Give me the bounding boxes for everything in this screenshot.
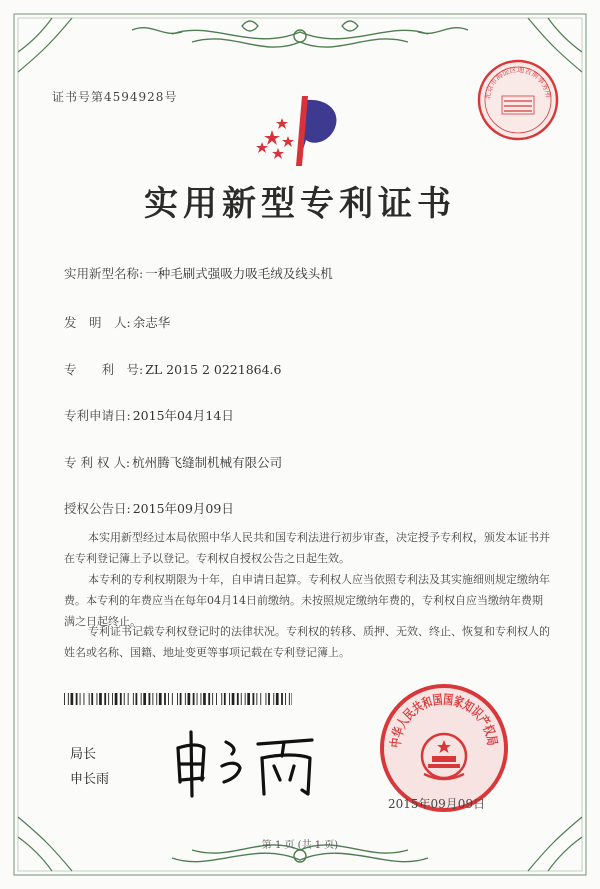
cnipa-logo-icon xyxy=(250,90,350,170)
paragraph-legal-status: 专利证书记载专利权登记时的法律状况。专利权的转移、质押、无效、终止、恢复和专利权人的姓名或名称、国籍、地址变更等事项记载在专利登记簿上。 xyxy=(64,625,550,659)
barcode-bar xyxy=(99,693,102,705)
barcode-bar xyxy=(281,693,283,705)
barcode-bar xyxy=(177,693,178,705)
barcode-bar xyxy=(141,693,142,705)
field-utility-model-name xyxy=(64,264,333,282)
barcode-bar xyxy=(229,693,230,705)
barcode-bar xyxy=(120,693,122,705)
field-label: 发 明 人: xyxy=(64,315,131,330)
barcode-bar xyxy=(268,693,270,705)
barcode-bar xyxy=(203,693,206,705)
barcode-bar xyxy=(159,693,162,705)
barcode-bar xyxy=(266,693,267,705)
barcode-bar xyxy=(168,693,169,705)
barcode-bar xyxy=(201,693,202,705)
barcode-bar xyxy=(245,693,246,705)
barcode-bar xyxy=(91,693,93,705)
barcode-bar xyxy=(149,693,151,705)
page-footer: 第 1 页 (共 1 页) xyxy=(261,840,339,851)
field-label: 专 利 权 人: xyxy=(64,455,131,470)
seal-arc-text: 中华人民共和国国家知识产权局 xyxy=(388,692,500,750)
barcode-bar xyxy=(273,693,274,705)
field-value: 余志华 xyxy=(132,315,171,330)
certificate-title: 实用新型专利证书 xyxy=(144,184,456,224)
field-value: 2015年04月14日 xyxy=(132,408,234,423)
barcode-bar xyxy=(172,693,173,705)
barcode-bar xyxy=(241,693,242,705)
barcode-bar xyxy=(216,693,217,705)
barcode-bar xyxy=(71,693,74,705)
barcode-bar xyxy=(89,693,90,705)
barcode-bar xyxy=(289,693,290,705)
field-value: ZL 2015 2 0221864.6 xyxy=(145,362,282,377)
barcode-bar xyxy=(143,693,146,705)
field-value: 杭州腾飞缝制机械有限公司 xyxy=(132,455,283,470)
barcode-bar xyxy=(260,693,261,705)
barcode-bar xyxy=(108,693,109,705)
barcode-bar xyxy=(285,693,286,705)
barcode-bar xyxy=(156,693,157,705)
barcode-bar xyxy=(292,693,293,705)
barcode-bar xyxy=(188,693,191,705)
barcode-bar xyxy=(80,693,81,705)
agency-seal-text: 北京市海淀区迪吉斯事务所 xyxy=(483,65,553,101)
barcode-icon xyxy=(64,693,292,705)
barcode-bar xyxy=(128,693,129,705)
barcode-bar xyxy=(212,693,213,705)
paragraph-grant-decision: 本实用新型经过本局依照中华人民共和国专利法进行初步审查，决定授予专利权，颁发本证书并在专利登记簿上予以登记。专利权自授权公告之日起生效。 xyxy=(64,531,550,565)
barcode-bar xyxy=(256,693,257,705)
field-value: 一种毛刷式强吸力吸毛绒及线头机 xyxy=(145,266,333,281)
barcode-bar xyxy=(224,693,226,705)
barcode-bar xyxy=(221,693,222,705)
barcode-bar xyxy=(193,693,195,705)
director-name: 申长雨 xyxy=(70,772,110,787)
barcode-bar xyxy=(64,693,65,705)
barcode-bar xyxy=(152,693,153,705)
field-application-date xyxy=(64,406,234,424)
field-inventor xyxy=(64,313,170,331)
barcode-bar xyxy=(124,693,125,705)
barcode-bar xyxy=(276,693,279,705)
barcode-bar xyxy=(164,693,166,705)
barcode-bar xyxy=(247,693,250,705)
field-patent-number xyxy=(64,360,282,378)
field-grant-date xyxy=(64,499,234,517)
certificate-number: 证书号第4594928号 xyxy=(52,90,178,104)
barcode-bar xyxy=(237,693,239,705)
field-label: 授权公告日: xyxy=(64,501,131,516)
agency-seal-icon xyxy=(476,58,560,142)
barcode-bar xyxy=(197,693,198,705)
field-label: 实用新型名称: xyxy=(64,266,144,281)
barcode-bar xyxy=(185,693,186,705)
barcode-bar xyxy=(136,693,138,705)
barcode-bar xyxy=(68,693,69,705)
director-signature-icon xyxy=(170,720,320,800)
barcode-bar xyxy=(115,693,118,705)
barcode-bar xyxy=(97,693,98,705)
barcode-bar xyxy=(208,693,210,705)
paragraph-term-and-fees: 本专利的专利权期限为十年，自申请日起算。专利权人应当依照专利法及其实施细则规定缴纳年费。本专利的年费应当在每年04月14日前缴纳。未按照规定缴纳年费的，专利权自应当缴纳年费期满之日起终止。 xyxy=(64,573,550,628)
barcode-bar xyxy=(76,693,78,705)
field-label: 专 利 号: xyxy=(64,362,144,377)
field-value: 2015年09月09日 xyxy=(132,501,234,516)
barcode-bar xyxy=(253,693,255,705)
barcode-bar xyxy=(180,693,182,705)
barcode-bar xyxy=(133,693,134,705)
barcode-bar xyxy=(232,693,235,705)
seal-date: 2015年09月09日 xyxy=(388,797,486,811)
director-title: 局长 xyxy=(70,747,97,762)
field-label: 专利申请日: xyxy=(64,408,131,423)
field-patentee xyxy=(64,453,282,471)
barcode-bar xyxy=(112,693,113,705)
barcode-bar xyxy=(84,693,85,705)
barcode-bar xyxy=(104,693,106,705)
